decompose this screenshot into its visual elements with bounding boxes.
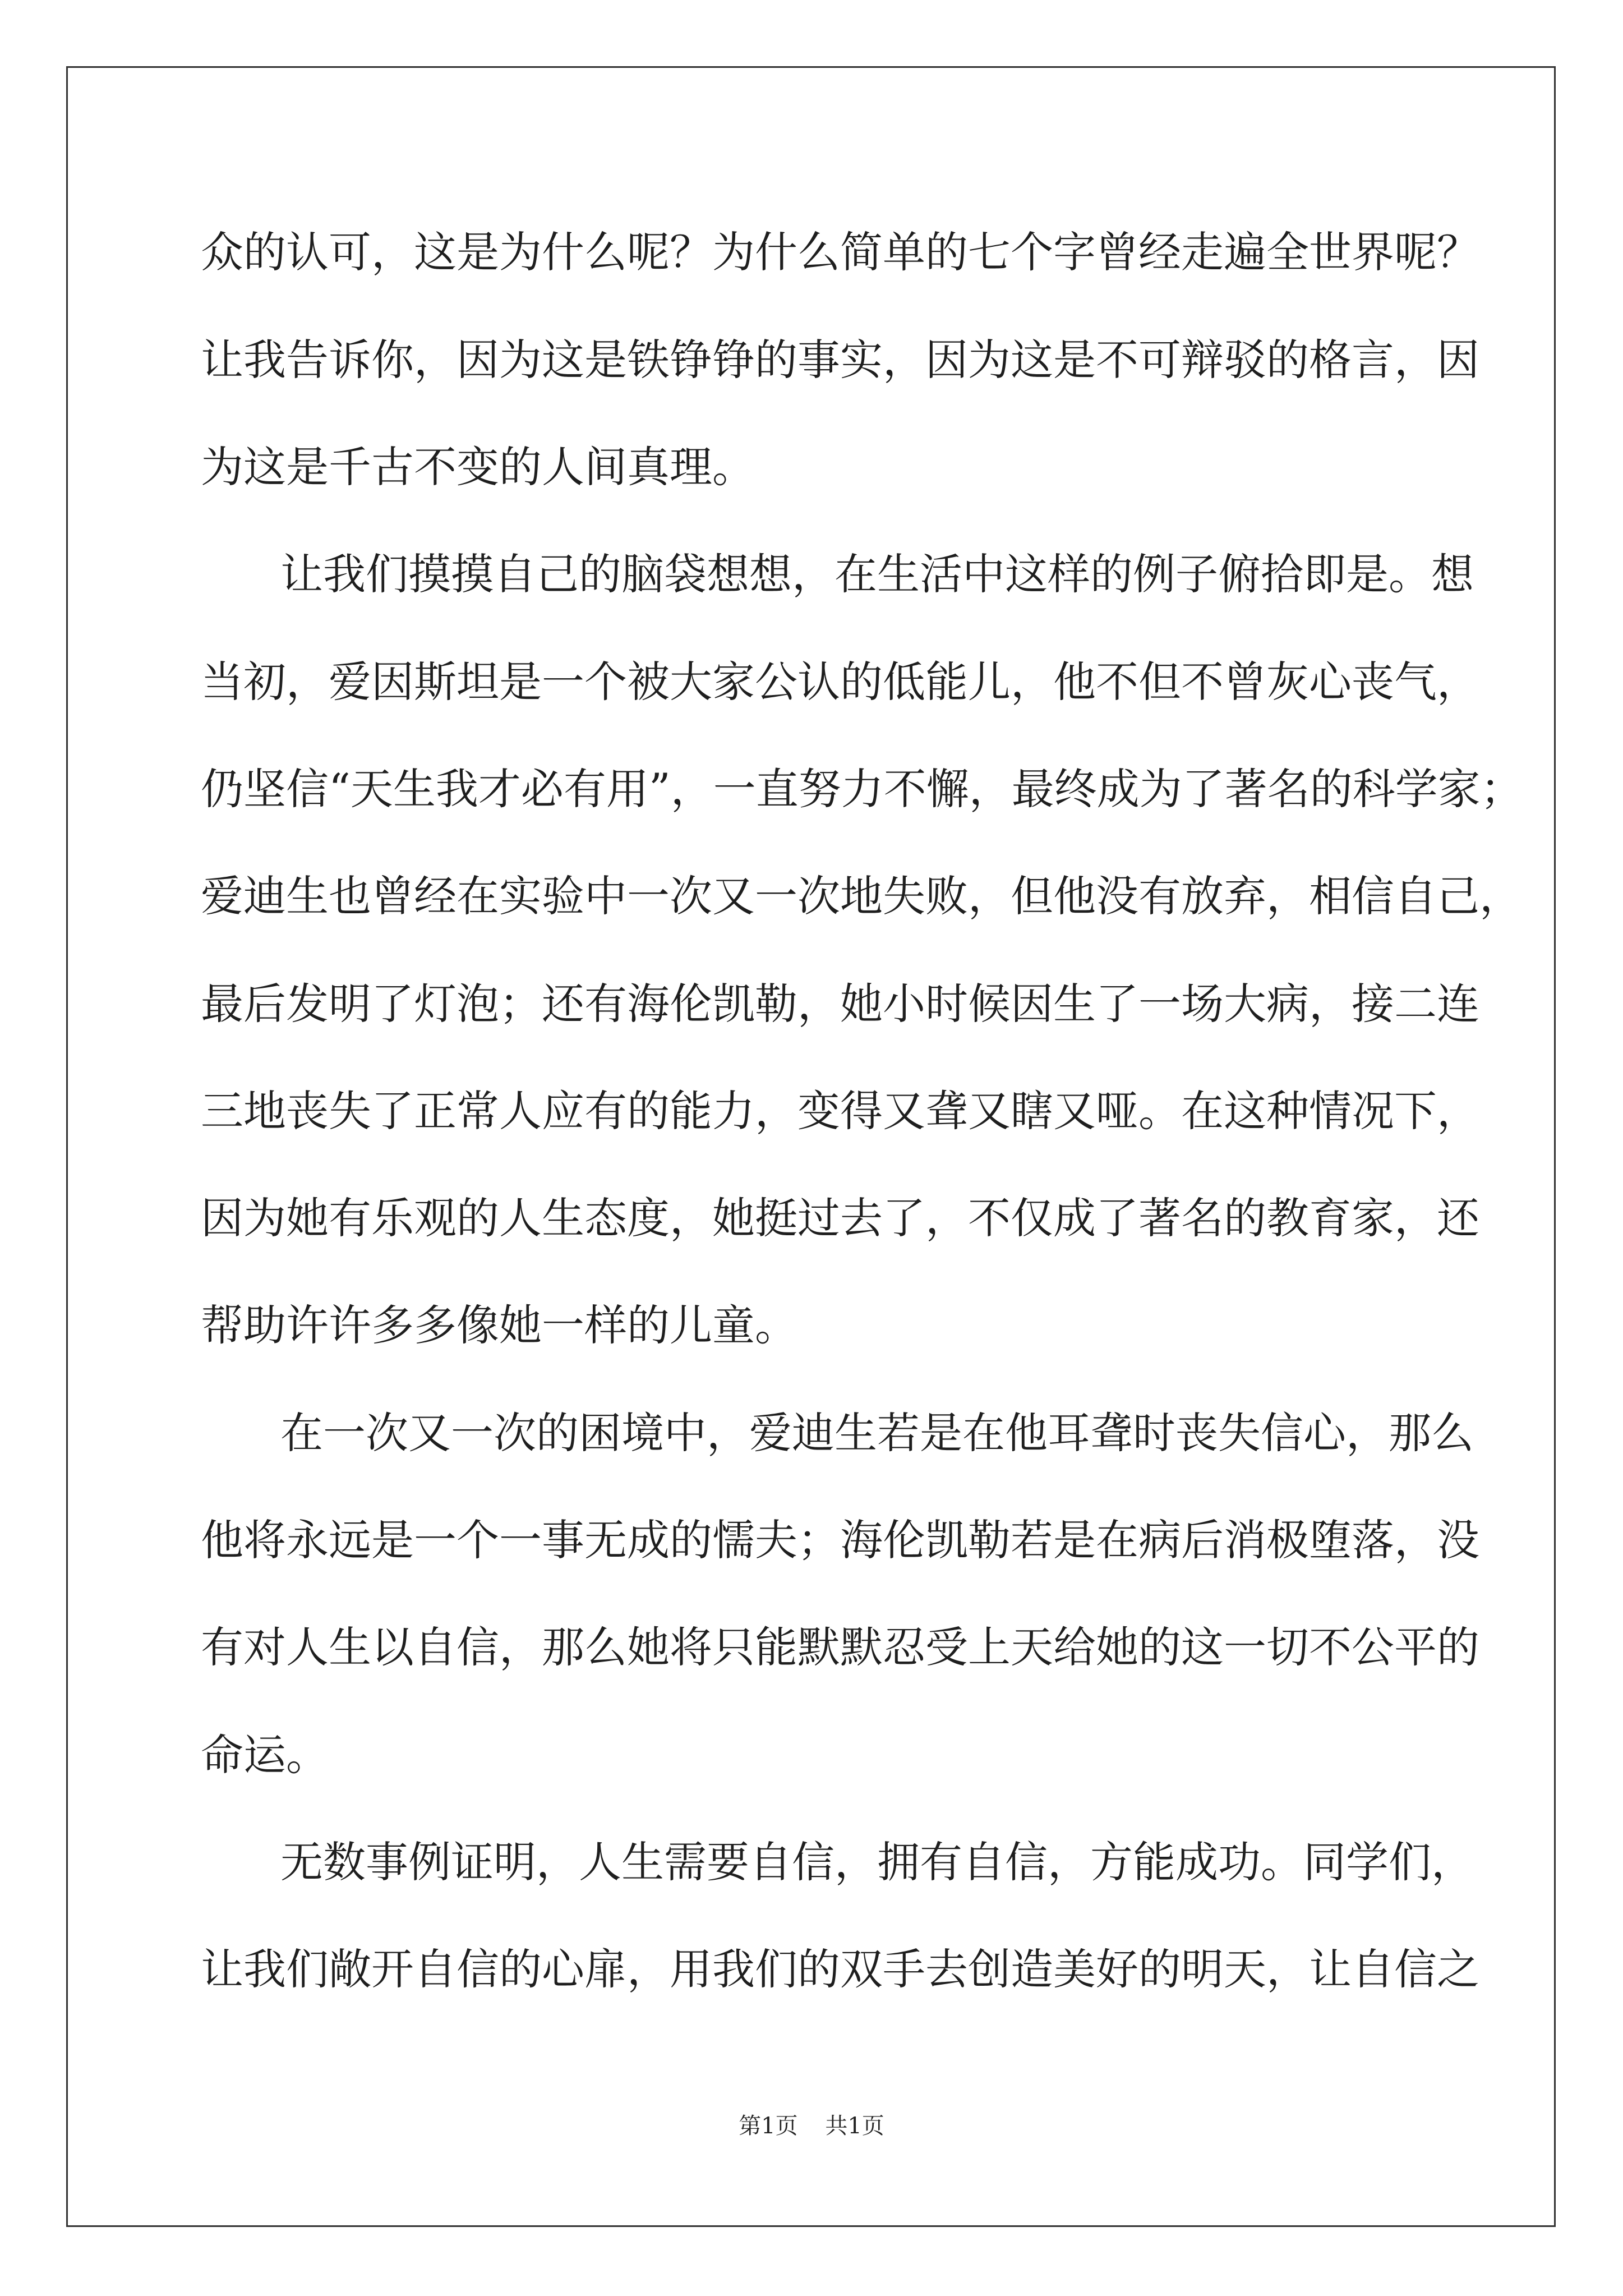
- page-number: 第1页: [739, 2113, 798, 2139]
- text-line-2: 让我告诉你，因为这是铁铮铮的事实，因为这是不可辩驳的格言，因: [201, 335, 1479, 385]
- text-line-1: 众的认可，这是为什么呢？为什么简单的七个字曾经走遍全世界呢？: [201, 227, 1479, 277]
- text-line-5: 当初，爱因斯坦是一个被大家公认的低能儿，他不但不曾灰心丧气，: [201, 657, 1479, 707]
- text-line-4: 让我们摸摸自己的脑袋想想，在生活中这样的例子俯拾即是。想: [280, 549, 1474, 599]
- text-line-17: 让我们敞开自信的心扉，用我们的双手去创造美好的明天，让自信之: [201, 1944, 1479, 1994]
- text-line-3: 为这是千古不变的人间真理。: [201, 442, 755, 492]
- text-line-14: 有对人生以自信，那么她将只能默默忍受上天给她的这一切不公平的: [201, 1622, 1479, 1672]
- text-line-12: 在一次又一次的困境中，爱迪生若是在他耳聋时丧失信心，那么: [280, 1408, 1474, 1458]
- text-line-11: 帮助许许多多像她一样的儿童。: [201, 1300, 797, 1350]
- page-total: 共1页: [825, 2113, 884, 2139]
- text-line-16: 无数事例证明，人生需要自信，拥有自信，方能成功。同学们，: [280, 1837, 1474, 1887]
- text-line-15: 命运。: [201, 1730, 329, 1780]
- page-footer: [0, 2108, 1623, 2140]
- text-line-8: 最后发明了灯泡；还有海伦凯勒，她小时候因生了一场大病，接二连: [201, 979, 1479, 1029]
- text-line-13: 他将永远是一个一事无成的懦夫；海伦凯勒若是在病后消极堕落，没: [201, 1515, 1479, 1565]
- page-border: [66, 66, 1556, 2227]
- text-line-6: 仍坚信“天生我才必有用”，一直努力不懈，最终成为了著名的科学家；: [201, 764, 1523, 814]
- text-line-7: 爱迪生也曾经在实验中一次又一次地失败，但他没有放弃，相信自己，: [201, 871, 1522, 921]
- text-line-10: 因为她有乐观的人生态度，她挺过去了，不仅成了著名的教育家，还: [201, 1193, 1479, 1243]
- text-line-9: 三地丧失了正常人应有的能力，变得又聋又瞎又哑。在这种情况下，: [201, 1086, 1479, 1136]
